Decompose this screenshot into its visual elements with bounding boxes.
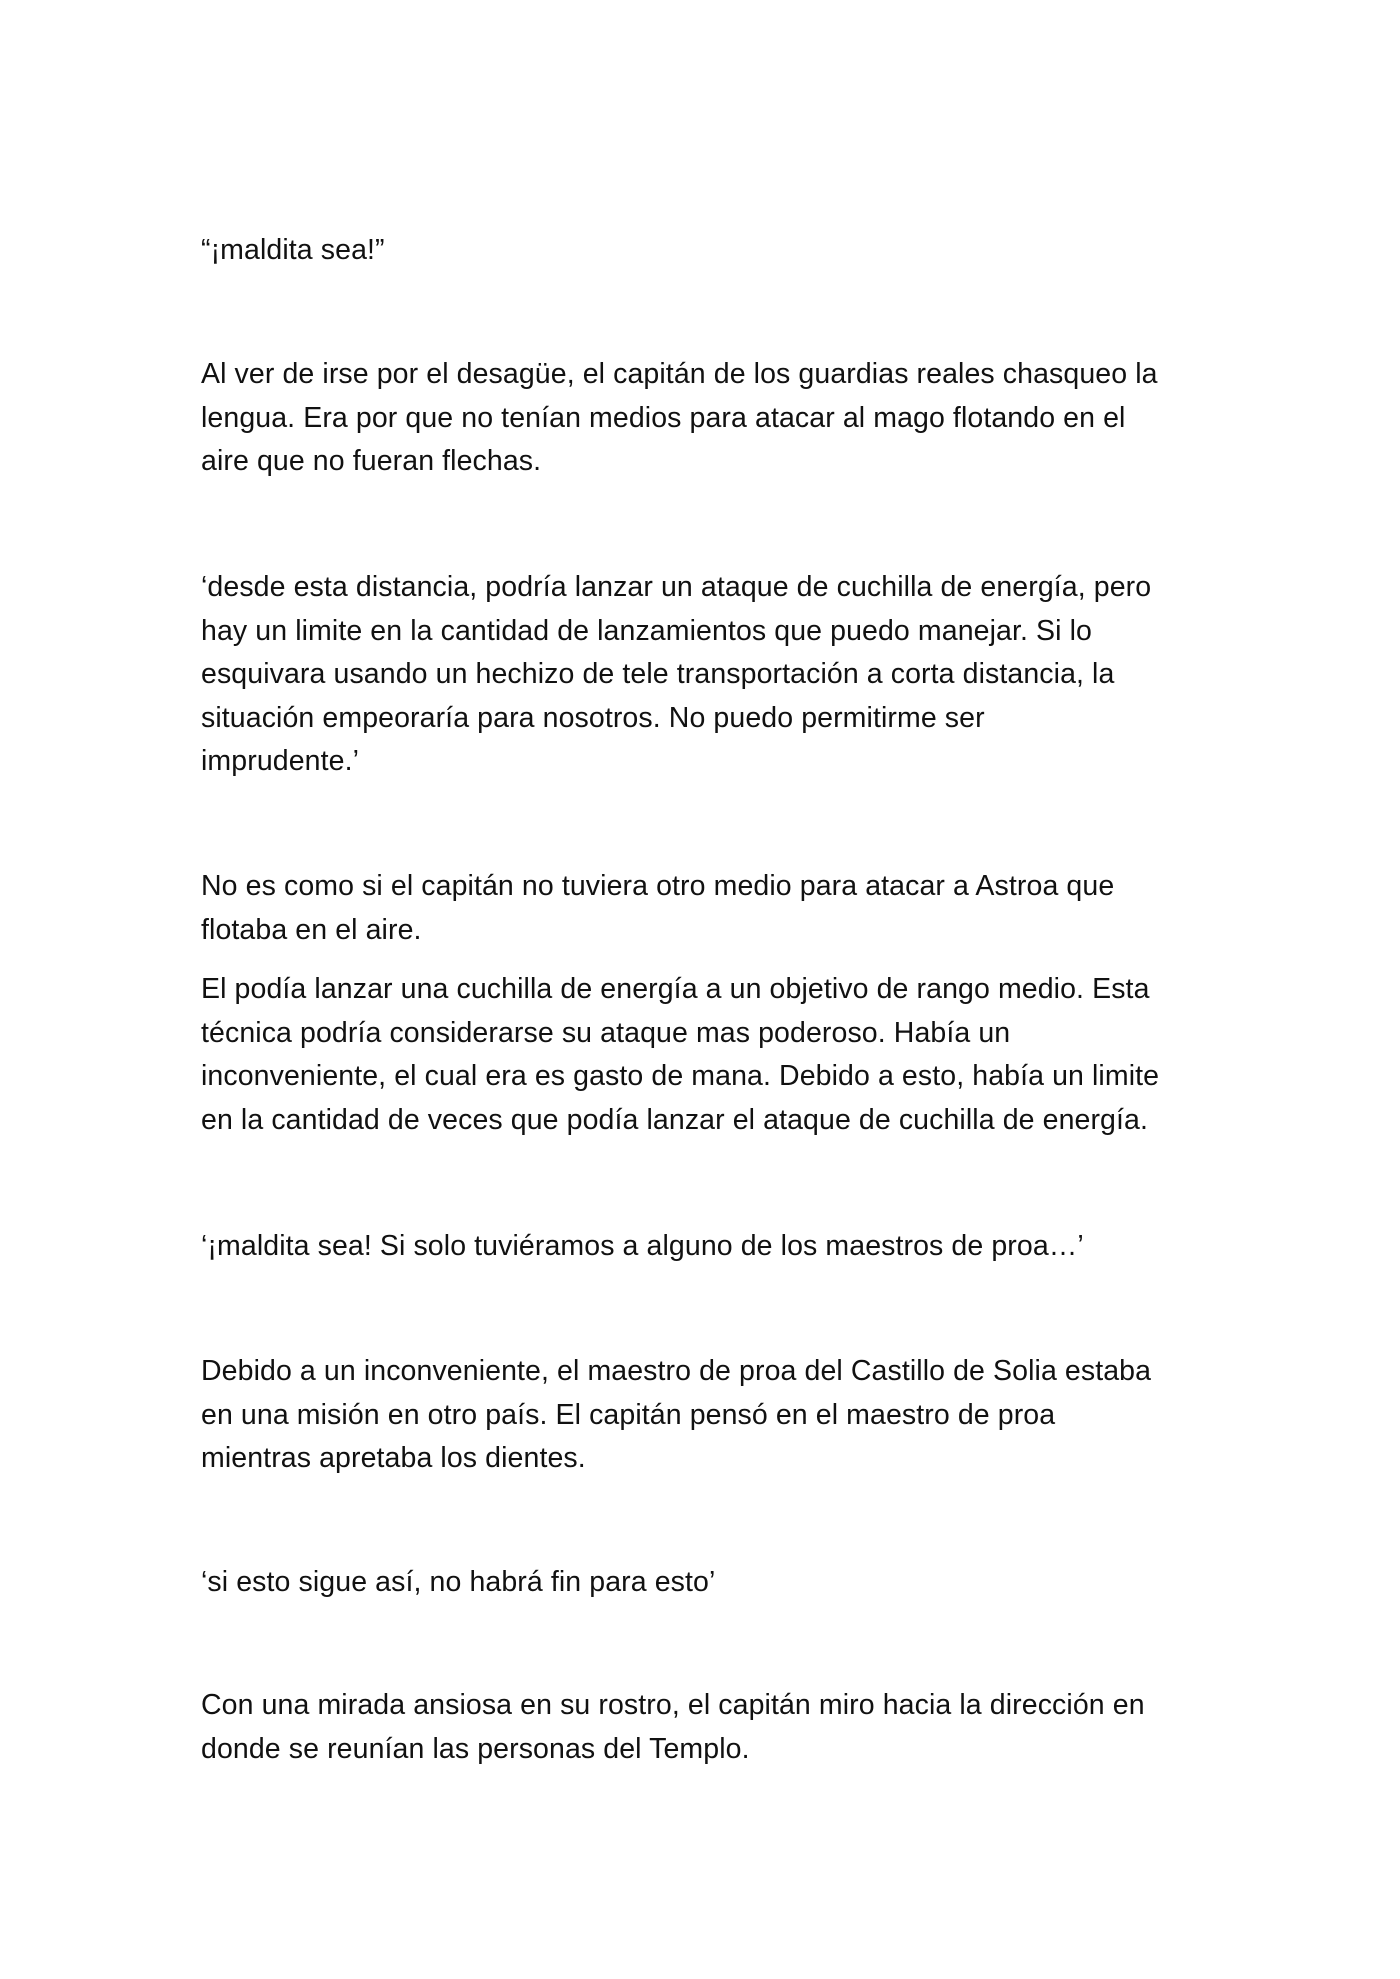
text-line: Con una mirada ansiosa en su rostro, el capitán miro hacia la dirección en [201, 1689, 1145, 1721]
text-line: flotaba en el aire. [201, 913, 422, 946]
text-line: El podía lanzar una cuchilla de energía a un objetivo de rango medio. Esta [201, 973, 1150, 1005]
text-line: ‘¡maldita sea! Si solo tuviéramos a alguno de los maestros de proa…’ [201, 1230, 1084, 1262]
text-line: inconveniente, el cual era es gasto de mana. Debido a esto, había un limite [201, 1060, 1160, 1092]
text-line: Debido a un inconveniente, el maestro de proa del Castillo de Solia estaba [201, 1355, 1152, 1387]
text-line: en una misión en otro país. El capitán pensó en el maestro de proa [201, 1398, 1056, 1431]
paragraph-master-mission [201, 1350, 1211, 1481]
paragraph-energy-blade [201, 968, 1211, 1142]
text-line: ‘si esto sigue así, no habrá fin para esto’ [201, 1566, 716, 1598]
text-line: hay un limite en la cantidad de lanzamientos que puedo manejar. Si lo [201, 614, 1092, 647]
paragraph-thought-masters [201, 1225, 1211, 1269]
text-line: Al ver de irse por el desagüe, el capitán de los guardias reales chasqueo la [201, 358, 1158, 390]
text-line: donde se reunían las personas del Templo. [201, 1732, 750, 1765]
text-line: mientras apretaba los dientes. [201, 1442, 586, 1474]
paragraph-anxious-look [201, 1684, 1211, 1771]
text-line: situación empeoraría para nosotros. No puedo permitirme ser [201, 701, 985, 734]
text-line: en la cantidad de veces que podía lanzar el ataque de cuchilla de energía. [201, 1103, 1148, 1136]
paragraph-captain-tongue [201, 353, 1211, 484]
text-line: “¡maldita sea!” [201, 234, 385, 266]
text-line: aire que no fueran flechas. [201, 445, 542, 477]
text-line: imprudente.’ [201, 745, 360, 777]
text-line: esquivara usando un hechizo de tele transportación a corta distancia, la [201, 658, 1115, 690]
paragraph-thought-end [201, 1561, 1211, 1605]
text-line: No es como si el capitán no tuviera otro medio para atacar a Astroa que [201, 870, 1115, 902]
text-line: lengua. Era por que no tenían medios para atacar al mago flotando en el [201, 401, 1126, 434]
paragraph-thought-distance [201, 566, 1211, 784]
paragraph-exclamation [201, 229, 1211, 273]
paragraph-astroa [201, 865, 1211, 952]
text-line: ‘desde esta distancia, podría lanzar un ataque de cuchilla de energía, pero [201, 571, 1152, 603]
text-line: técnica podría considerarse su ataque mas poderoso. Había un [201, 1016, 1011, 1049]
